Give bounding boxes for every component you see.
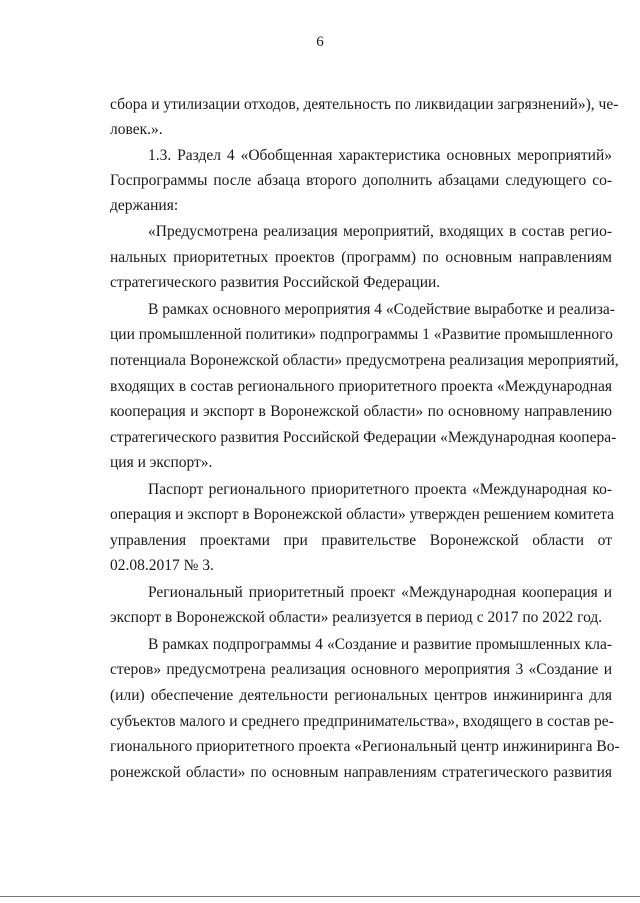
text-line: держания: <box>110 197 179 214</box>
text-line: гионального приоритетного проекта «Региональный центр инжиниринга Во- <box>110 738 620 755</box>
text-line: «Предусмотрена реализация мероприятий, входящих в состав регио- <box>148 223 612 240</box>
text-line: ловек.». <box>110 121 163 138</box>
text-line: операция и экспорт в Воронежской области» утвержден решением комитета <box>110 506 615 523</box>
page-edge-rule <box>0 896 640 897</box>
text-line: стратегического развития Российской Федерации. <box>110 274 441 291</box>
text-line: входящих в состав регионального приоритетного проекта «Международная <box>110 378 612 395</box>
text-line: Региональный приоритетный проект «Международная кооперация и <box>148 584 612 601</box>
text-line: В рамках основного мероприятия 4 «Содействие выработке и реализа- <box>148 301 615 318</box>
text-line: кооперация и экспорт в Воронежской области» по основному направлению <box>110 403 612 420</box>
text-line: потенциала Воронежской области» предусмотрена реализация мероприятий, <box>110 352 619 369</box>
text-line: ция и экспорт». <box>110 454 213 471</box>
text-line: 02.08.2017 № 3. <box>110 557 214 574</box>
text-line: (или) обеспечение деятельности региональных центров инжиниринга для <box>110 687 612 704</box>
text-line: Паспорт регионального приоритетного проекта «Международная ко- <box>148 481 612 498</box>
text-line: В рамках подпрограммы 4 «Создание и развитие промышленных кла- <box>148 636 612 653</box>
text-line: экспорт в Воронежской области» реализуется в период с 2017 по 2022 год. <box>110 609 603 626</box>
text-line: сбора и утилизации отходов, деятельность по ликвидации загрязнений»), че- <box>110 96 619 113</box>
text-line: ронежской области» по основным направлениям стратегического развития <box>110 764 612 781</box>
text-line: стратегического развития Российской Федерации «Международная коопера- <box>110 429 617 446</box>
text-line: ции промышленной политики» подпрограммы 1 «Развитие промышленного <box>110 326 613 343</box>
page-number: 6 <box>316 34 324 50</box>
text-line: управления проектами при правительстве Воронежской области от <box>110 532 612 549</box>
text-line: нальных приоритетных проектов (программ) по основным направлениям <box>110 249 612 266</box>
text-line: 1.3. Раздел 4 «Обобщенная характеристика основных мероприятий» <box>148 147 612 164</box>
text-line: субъектов малого и среднего предпринимательства», входящего в состав ре- <box>110 713 614 730</box>
text-line: Госпрограммы после абзаца второго дополнить абзацами следующего со- <box>110 172 612 189</box>
text-line: стеров» предусмотрена реализация основного мероприятия 3 «Создание и <box>110 661 612 678</box>
